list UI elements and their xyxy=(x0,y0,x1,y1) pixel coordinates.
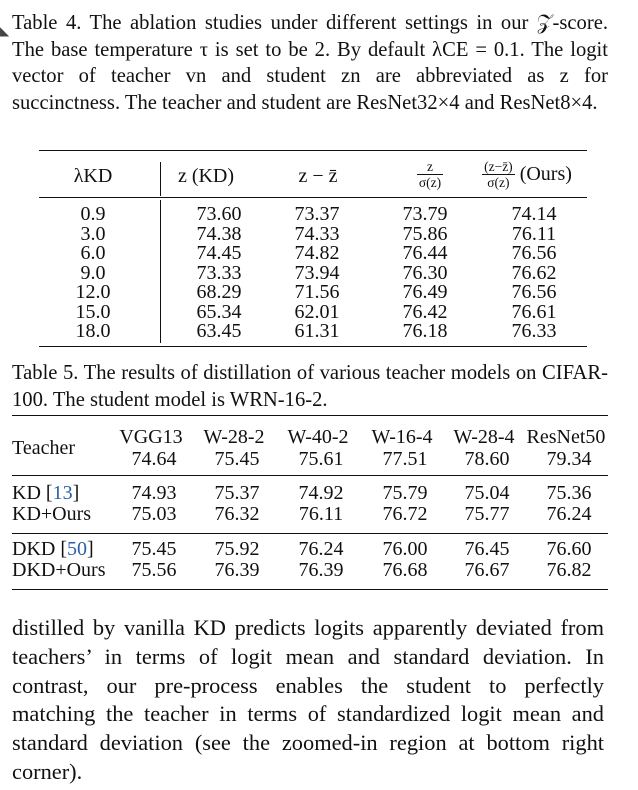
table-cell: 74.82 xyxy=(294,242,340,264)
table-cell: 75.86 xyxy=(402,222,448,245)
table-cell: 65.34 xyxy=(196,300,242,323)
teacher-accuracy: 77.51 xyxy=(382,448,428,470)
table-cell: 76.33 xyxy=(511,320,557,342)
table-cell: 76.39 xyxy=(298,559,344,581)
method-name: DKD xyxy=(12,538,56,560)
header-z-kd xyxy=(151,165,261,188)
header-ours-fraction xyxy=(482,159,515,190)
table4-caption xyxy=(12,10,608,116)
teacher-accuracy: 79.34 xyxy=(546,448,592,470)
header-z-kd-text: z (KD) xyxy=(177,165,235,187)
header-ours xyxy=(457,159,597,190)
table-cell: 75.03 xyxy=(131,503,177,525)
table-cell: 75.79 xyxy=(382,482,428,504)
table-cell: 76.49 xyxy=(402,281,448,303)
table-cell: 76.62 xyxy=(511,261,557,284)
teacher-name: W-40-2 xyxy=(287,426,349,448)
table-cell: 74.14 xyxy=(511,203,557,225)
teacher-accuracy: 75.45 xyxy=(214,448,260,470)
table-cell: 76.56 xyxy=(511,242,557,264)
table-cell: 76.67 xyxy=(464,559,510,581)
table-cell: 76.11 xyxy=(298,503,344,525)
table-cell: 76.39 xyxy=(214,559,260,581)
table-cell: 75.45 xyxy=(131,538,177,560)
table-cell: 71.56 xyxy=(294,281,340,303)
table-cell: 9.0 xyxy=(80,261,106,284)
column-ours xyxy=(484,205,584,342)
table4-header-rule xyxy=(39,197,587,198)
table-cell: 76.60 xyxy=(546,538,592,560)
table-cell: 74.45 xyxy=(196,242,242,264)
table-cell: 76.18 xyxy=(402,320,448,342)
header-ours-suffix: (Ours) xyxy=(519,163,572,185)
teacher-name: W-28-4 xyxy=(453,426,515,448)
method-label xyxy=(12,503,91,526)
teacher-name: VGG13 xyxy=(119,426,183,448)
method-name: KD+Ours xyxy=(12,503,92,525)
table5-bottom-rule xyxy=(12,589,608,590)
table-cell: 73.79 xyxy=(402,203,448,225)
table-cell: 74.38 xyxy=(196,222,242,245)
method-name: KD xyxy=(12,482,41,504)
table-cell: 75.56 xyxy=(131,559,177,581)
body-paragraph: distilled by vanilla KD predicts logits apparently deviated from teachers’ in terms of logit mean and standard deviation. In contrast, our pre-process enables the student to perfectly matching the teacher in terms of standardized logit mean and standard deviation (see the zoomed-in region at bottom right corner). xyxy=(12,615,604,784)
method-label: KD [13] xyxy=(12,482,80,504)
table-cell: 75.77 xyxy=(464,503,510,525)
table-cell: 75.37 xyxy=(214,482,260,504)
table-cell: 75.36 xyxy=(546,482,592,504)
column-z-kd xyxy=(169,205,269,342)
teacher-name: ResNet50 xyxy=(526,426,606,448)
teacher-name: W-28-2 xyxy=(203,426,265,448)
table-cell: 74.93 xyxy=(131,482,177,504)
teacher-accuracy: 78.60 xyxy=(464,448,510,470)
table5-header-rule xyxy=(12,475,608,476)
table4-bottom-rule xyxy=(39,346,587,347)
citation-link[interactable]: 50 xyxy=(67,538,88,560)
table-cell: 18.0 xyxy=(75,320,111,342)
table-cell: 76.11 xyxy=(511,222,557,245)
table-cell: 76.61 xyxy=(511,300,557,323)
table4-caption-text: Table 4. The ablation studies under different settings in our 𝒵-score. The base temperature τ is set to be 2. By default λCE = 0.1. The logit vector of teacher vn and student zn are abbreviated as z for succinctness. The teacher and student are ResNet32×4 and ResNet8×4. xyxy=(12,12,608,114)
table5-caption xyxy=(12,360,608,413)
table-cell: 76.24 xyxy=(298,538,344,560)
table-cell: 76.45 xyxy=(464,538,510,560)
table-cell: 75.92 xyxy=(214,538,260,560)
method-name: DKD+Ours xyxy=(12,559,106,581)
table-cell: 73.94 xyxy=(294,261,340,284)
table-cell: 76.00 xyxy=(382,538,428,560)
teacher-accuracy: 74.64 xyxy=(131,448,177,470)
table-cell: 76.44 xyxy=(402,242,448,264)
table-cell: 62.01 xyxy=(294,300,340,323)
method-label xyxy=(12,559,106,582)
header-z-minus-mean: z − z̄ xyxy=(298,165,338,187)
table-cell: 76.42 xyxy=(402,300,448,323)
table-cell: 74.33 xyxy=(294,222,340,245)
table5-caption-text: Table 5. The results of distillation of various teacher models on CIFAR-100. The student model is WRN-16-2. xyxy=(12,362,608,411)
fraction-numerator: (z−z̄) xyxy=(484,159,513,174)
fraction-numerator: z xyxy=(417,159,443,175)
column-z-minus-mean xyxy=(267,205,367,342)
table-cell: 76.30 xyxy=(402,261,448,284)
table-cell: 6.0 xyxy=(80,242,106,264)
table-cell: 76.24 xyxy=(546,503,592,525)
margin-mark-icon: ◣ xyxy=(0,24,10,38)
table-cell: 3.0 xyxy=(80,222,106,245)
table-cell: 15.0 xyxy=(75,300,111,323)
fraction-denominator: σ(z) xyxy=(418,175,442,190)
header-z-normalized-fraction xyxy=(417,159,443,190)
column-lambda xyxy=(53,205,133,342)
table-cell: 76.72 xyxy=(382,503,428,525)
citation-link[interactable]: 13 xyxy=(52,482,73,504)
table4-top-rule xyxy=(39,150,587,151)
table-cell: 73.33 xyxy=(196,261,242,284)
teacher-accuracy: 75.61 xyxy=(298,448,344,470)
header-lambda-kd: λKD xyxy=(73,165,113,187)
table-cell: 63.45 xyxy=(196,320,242,342)
column-z-normalized xyxy=(375,205,475,342)
table-cell: 76.56 xyxy=(511,281,557,303)
table-cell: 73.37 xyxy=(294,203,340,225)
teacher-name: W-16-4 xyxy=(371,426,433,448)
table-cell: 75.04 xyxy=(464,482,510,504)
method-label: DKD [50] xyxy=(12,538,94,560)
table-cell: 12.0 xyxy=(75,281,111,303)
fraction-denominator: σ(z) xyxy=(487,175,510,190)
table-cell: 73.60 xyxy=(196,203,242,225)
table-cell: 61.31 xyxy=(294,320,340,342)
table5-top-rule xyxy=(12,415,608,416)
teacher-label: Teacher xyxy=(12,437,75,459)
table-cell: 68.29 xyxy=(196,281,242,303)
table-cell: 76.32 xyxy=(214,503,260,525)
table-cell: 76.82 xyxy=(546,559,592,581)
table-cell: 0.9 xyxy=(80,203,106,225)
table-cell: 76.68 xyxy=(382,559,428,581)
table4-body-vrule xyxy=(160,200,161,343)
table-cell: 74.92 xyxy=(298,482,344,504)
table5-group-rule xyxy=(12,533,608,534)
